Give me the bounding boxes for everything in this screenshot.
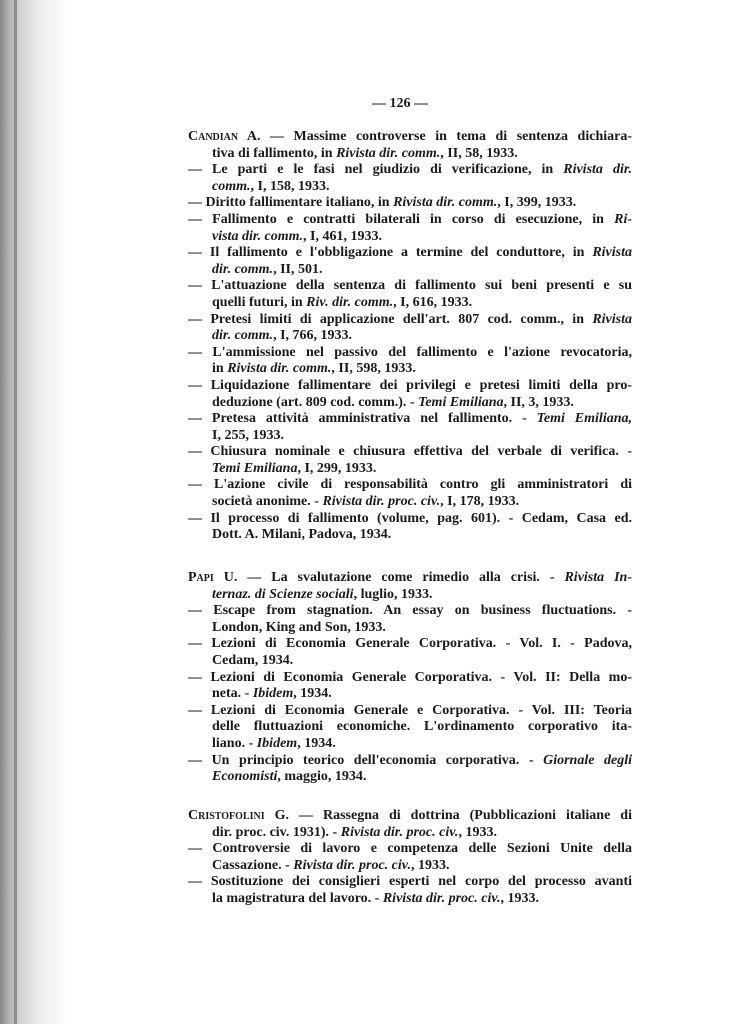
entry-line: [188, 808, 632, 825]
bibliography-entry: [188, 444, 632, 477]
author-name: Cristofolini G.: [188, 808, 289, 823]
entry-line: [188, 378, 632, 395]
journal-title: Riv. dir. comm.: [306, 294, 394, 310]
entry-line: [188, 229, 632, 246]
journal-title: Rivista dir. comm.: [227, 361, 332, 377]
bibliography-entry: [188, 670, 632, 703]
entry-line: [188, 620, 632, 637]
journal-title: dir. comm.: [212, 261, 274, 277]
journal-title: Rivista dir. proc. civ.: [293, 857, 411, 873]
entry-text: Cassazione. -: [212, 857, 294, 873]
entry-text: delle fluttuazioni economiche. L'ordinamento corporativo ita-: [212, 719, 632, 735]
entry-text: Dott. A. Milani, Padova, 1934.: [212, 527, 392, 543]
entry-text: — Il fallimento e l'obbligazione a termine del conduttore, in: [188, 245, 593, 261]
scan-edge-shadow: [0, 0, 70, 1024]
entry-line: [188, 719, 632, 736]
bibliography-section-candian: [188, 129, 632, 544]
entry-text: — Le parti e le fasi nel giudizio di verificazione, in: [188, 162, 564, 178]
entry-text: , II, 3, 1933.: [503, 394, 574, 410]
entry-text: — La svalutazione come rimedio alla crisi. -: [237, 570, 565, 585]
entry-line: [188, 195, 632, 212]
entry-text: liano. -: [212, 735, 257, 751]
entry-line: [188, 312, 632, 329]
journal-title: comm.: [212, 178, 251, 194]
journal-title: Rivista In-: [564, 570, 632, 585]
entry-line: [188, 753, 632, 770]
entry-line: [188, 570, 632, 587]
bibliography-entry: [188, 753, 632, 786]
entry-line: [188, 162, 632, 179]
entry-text: , I, 158, 1933.: [250, 178, 330, 194]
journal-title: vista dir. comm.: [212, 228, 303, 244]
entry-text: deduzione (art. 809 cod. comm.). -: [212, 394, 419, 410]
entry-text: — Pretesi limiti di applicazione dell'art. 807 cod. comm., in: [188, 311, 593, 327]
entry-text: in: [212, 361, 228, 377]
journal-title: Rivista dir. proc. civ.: [322, 494, 441, 510]
journal-title: Ibidem: [256, 735, 298, 751]
entry-line: [188, 295, 632, 312]
journal-title: Rivista: [592, 245, 632, 261]
entry-text: , I, 178, 1933.: [440, 494, 520, 510]
entry-line: [188, 769, 632, 786]
journal-title: Temi Emiliana: [418, 394, 504, 410]
entry-line: [188, 511, 632, 528]
journal-title: Temi Emiliana,: [536, 411, 632, 427]
bibliography-entry: [188, 378, 632, 411]
entry-text: neta. -: [212, 686, 253, 702]
entry-text: — Un principio teorico dell'economia corporativa. -: [188, 752, 544, 768]
bibliography-entry: [188, 278, 632, 311]
entry-text: — L'azione civile di responsabilità contro gli amministratori di: [188, 477, 632, 493]
bibliography-entry: [188, 345, 632, 378]
entry-line: [188, 212, 632, 229]
scan-edge-line: [14, 0, 17, 1024]
entry-text: , 1934.: [293, 686, 332, 702]
journal-title: dir. comm.: [212, 328, 274, 344]
entry-line: [188, 278, 632, 295]
entry-text: — Fallimento e contratti bilaterali in corso di esecuzione, in: [188, 211, 615, 227]
entry-line: [188, 603, 632, 620]
entry-line: [188, 527, 632, 544]
journal-title: Economisti: [212, 769, 278, 785]
bibliography-entry: [188, 195, 632, 212]
journal-title: Ri-: [614, 211, 632, 227]
bibliography-entry: [188, 841, 632, 874]
entry-text: , 1934.: [297, 735, 336, 751]
entry-text: , I, 299, 1933.: [297, 460, 377, 476]
entry-line: [188, 477, 632, 494]
entry-text: — Lezioni di Economia Generale e Corporativa. - Vol. III: Teoria: [188, 702, 632, 718]
entry-text: , I, 461, 1933.: [303, 228, 382, 244]
bibliography-section-cristofolini: [188, 808, 632, 908]
page-number: — 126 —: [372, 96, 428, 111]
entry-text: I, 255, 1933.: [212, 427, 284, 443]
author-name: Candian A.: [188, 129, 261, 144]
entry-text: quelli futuri, in: [212, 294, 307, 310]
bibliography-section-papi: [188, 570, 632, 786]
entry-text: — Escape from stagnation. An essay on business fluctuations. -: [188, 603, 632, 619]
journal-title: Rivista dir.: [563, 162, 633, 178]
entry-line: [188, 129, 632, 146]
entry-text: , luglio, 1933.: [353, 586, 433, 602]
entry-text: , II, 501.: [273, 261, 323, 277]
entry-line: [188, 891, 632, 908]
entry-line: [188, 841, 632, 858]
bibliography-entry: [188, 245, 632, 278]
entry-text: , II, 598, 1933.: [331, 361, 416, 377]
bibliography-entry: [188, 603, 632, 636]
entry-text: , I, 766, 1933.: [273, 328, 353, 344]
entry-text: , 1933.: [410, 857, 450, 873]
entry-line: [188, 858, 632, 875]
entry-text: — Controversie di lavoro e competenza delle Sezioni Unite della: [188, 841, 632, 857]
journal-title: Rivista dir. proc. civ.: [382, 890, 501, 906]
entry-line: [188, 179, 632, 196]
entry-text: , I, 616, 1933.: [393, 294, 473, 310]
entry-line: [188, 686, 632, 703]
entry-text: società anonime. -: [212, 494, 323, 510]
entry-text: , II, 58, 1933.: [440, 145, 518, 161]
bibliography-entry: [188, 703, 632, 753]
entry-line: [188, 736, 632, 753]
entry-text: — Lezioni di Economia Generale Corporativa. - Vol. II: Della mo-: [188, 669, 632, 685]
entry-text: London, King and Son, 1933.: [212, 619, 386, 635]
entry-line: [188, 262, 632, 279]
journal-title: Ibidem: [252, 686, 294, 702]
entry-line: [188, 461, 632, 478]
journal-title: Rivista dir. comm.: [393, 195, 498, 211]
entry-line: [188, 670, 632, 687]
entry-line: [188, 825, 632, 842]
entry-line: [188, 587, 632, 604]
bibliography-entry: [188, 411, 632, 444]
bibliography-entry: [188, 874, 632, 907]
bibliography-entry: [188, 477, 632, 510]
entry-text: tiva di fallimento, in: [212, 145, 337, 161]
entry-line: [188, 428, 632, 445]
entry-text: dir. proc. civ. 1931). -: [212, 824, 341, 840]
entry-text: — Pretesa attività amministrativa nel fallimento. -: [188, 411, 537, 427]
bibliography-entry: [188, 129, 632, 162]
entry-text: — Lezioni di Economia Generale Corporativa. - Vol. I. - Padova,: [188, 636, 632, 652]
entry-text: — Sostituzione dei consiglieri esperti nel corpo del processo avanti: [188, 874, 632, 890]
entry-line: [188, 874, 632, 891]
entry-line: [188, 345, 632, 362]
journal-title: Rivista: [592, 311, 632, 327]
entry-text: la magistratura del lavoro. -: [212, 890, 383, 906]
entry-line: [188, 146, 632, 163]
entry-text: — Diritto fallimentare italiano, in: [188, 195, 394, 211]
journal-title: Temi Emiliana: [212, 460, 298, 476]
entry-text: Cedam, 1934.: [212, 652, 294, 668]
journal-title: Rivista dir. comm.: [336, 145, 441, 161]
bibliography-entry: [188, 212, 632, 245]
entry-line: [188, 328, 632, 345]
entry-line: [188, 653, 632, 670]
entry-line: [188, 494, 632, 511]
entry-text: , 1933.: [500, 890, 540, 906]
entry-text: , maggio, 1934.: [277, 769, 367, 785]
bibliography-entry: [188, 636, 632, 669]
entry-line: [188, 411, 632, 428]
entry-line: [188, 361, 632, 378]
entry-line: [188, 395, 632, 412]
entry-line: [188, 444, 632, 461]
author-name: Papi U.: [188, 570, 238, 585]
bibliography-entry: [188, 570, 632, 603]
entry-text: — L'attuazione della sentenza di fallimento sui beni presenti e su: [188, 278, 632, 294]
entry-line: [188, 245, 632, 262]
bibliography-entry: [188, 511, 632, 544]
entry-text: — Liquidazione fallimentare dei privilegi e pretesi limiti della pro-: [188, 377, 632, 393]
entry-text: — L'ammissione nel passivo del fallimento e l'azione revocatoria,: [188, 344, 632, 360]
entry-text: , I, 399, 1933.: [497, 195, 577, 211]
entry-text: — Chiusura nominale e chiusura effettiva del verbale di verifica. -: [188, 444, 632, 460]
bibliography-entry: [188, 312, 632, 345]
journal-title: Rivista dir. proc. civ.: [340, 824, 459, 840]
entry-line: [188, 703, 632, 720]
entry-text: , 1933.: [458, 824, 497, 840]
bibliography-entry: [188, 162, 632, 195]
journal-title: Giornale degli: [543, 752, 632, 768]
entry-text: — Il processo di fallimento (volume, pag. 601). - Cedam, Casa ed.: [188, 510, 632, 526]
entry-text: — Massime controverse in tema di sentenza dichiara-: [260, 129, 632, 144]
entry-text: — Rassegna di dottrina (Pubblicazioni italiane di: [289, 808, 632, 823]
journal-title: ternaz. di Scienze sociali: [212, 586, 354, 602]
bibliography-entry: [188, 808, 632, 841]
entry-line: [188, 636, 632, 653]
